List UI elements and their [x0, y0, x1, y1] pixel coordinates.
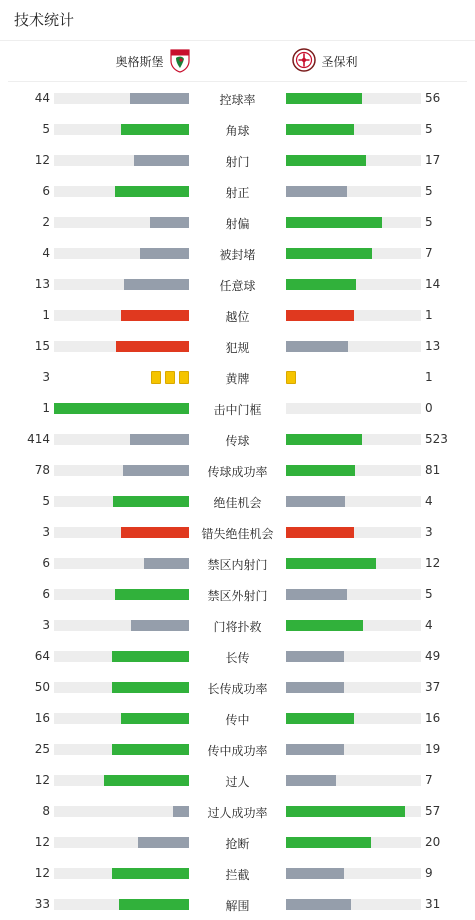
away-value: 49	[425, 649, 441, 663]
home-value: 3	[42, 525, 50, 539]
home-value: 3	[42, 618, 50, 632]
away-bar-track	[286, 713, 421, 724]
away-bar-track	[286, 558, 421, 569]
away-bar-track	[286, 682, 421, 693]
stat-label: 长传	[225, 651, 250, 665]
home-bar-fill	[115, 186, 189, 197]
home-bar-track	[54, 93, 189, 104]
away-value: 17	[425, 153, 441, 167]
away-bar-track	[286, 465, 421, 476]
away-bar-fill	[286, 682, 344, 693]
home-value: 4	[42, 246, 50, 260]
away-bar-track	[286, 341, 421, 352]
away-bar-track	[286, 124, 421, 135]
away-bar-fill	[286, 465, 355, 476]
home-bar-track	[54, 868, 189, 879]
home-bar-track	[54, 775, 189, 786]
yellow-card-icon	[286, 371, 296, 384]
stat-label: 拦截	[225, 868, 250, 882]
home-bar-fill	[173, 806, 189, 817]
away-value: 14	[425, 277, 441, 291]
home-bar-track	[54, 558, 189, 569]
home-bar-fill	[104, 775, 189, 786]
away-bar-fill	[286, 620, 363, 631]
away-value: 37	[425, 680, 441, 694]
away-bar-fill	[286, 527, 354, 538]
stat-label: 过人成功率	[207, 806, 268, 820]
home-bar-track	[54, 248, 189, 259]
home-value: 12	[34, 773, 50, 787]
stat-label: 过人	[225, 775, 250, 789]
away-cards	[286, 371, 296, 384]
away-bar-fill	[286, 341, 348, 352]
stat-label: 门将扑救	[213, 620, 262, 634]
home-bar-fill	[131, 620, 189, 631]
home-bar-fill	[121, 310, 189, 321]
stat-row	[0, 176, 475, 207]
home-value: 414	[27, 432, 50, 446]
away-bar-track	[286, 186, 421, 197]
stat-row	[0, 827, 475, 858]
home-value: 33	[34, 897, 50, 911]
stat-label: 绝佳机会	[213, 496, 262, 510]
home-value: 5	[42, 494, 50, 508]
away-value: 81	[425, 463, 441, 477]
home-bar-track	[54, 465, 189, 476]
home-bar-track	[54, 527, 189, 538]
home-bar-fill	[121, 527, 189, 538]
home-value: 50	[34, 680, 50, 694]
away-value: 523	[425, 432, 448, 446]
home-value: 2	[42, 215, 50, 229]
stat-label: 射门	[225, 155, 250, 169]
stat-row	[0, 300, 475, 331]
home-team-name: 奥格斯堡	[115, 54, 164, 69]
away-bar-track	[286, 651, 421, 662]
home-bar-fill	[54, 403, 189, 414]
away-bar-fill	[286, 124, 354, 135]
away-value: 20	[425, 835, 441, 849]
away-bar-fill	[286, 186, 347, 197]
stat-label: 击中门框	[213, 403, 262, 417]
home-value: 1	[42, 308, 50, 322]
away-bar-track	[286, 806, 421, 817]
away-bar-track	[286, 496, 421, 507]
home-value: 5	[42, 122, 50, 136]
stat-row	[0, 796, 475, 827]
away-bar-track	[286, 527, 421, 538]
st-pauli-crest-icon	[292, 48, 316, 75]
away-value: 57	[425, 804, 441, 818]
home-bar-track	[54, 403, 189, 414]
stat-row	[0, 672, 475, 703]
stat-row	[0, 238, 475, 269]
home-bar-track	[54, 837, 189, 848]
stat-label: 角球	[225, 124, 250, 138]
away-bar-fill	[286, 806, 405, 817]
home-bar-fill	[119, 899, 189, 910]
away-bar-track	[286, 837, 421, 848]
home-bar-track	[54, 682, 189, 693]
away-value: 4	[425, 618, 433, 632]
away-bar-fill	[286, 868, 344, 879]
stat-label: 越位	[225, 310, 250, 324]
stat-row	[0, 858, 475, 889]
home-bar-fill	[140, 248, 189, 259]
away-bar-fill	[286, 279, 356, 290]
home-bar-track	[54, 310, 189, 321]
stat-row	[0, 486, 475, 517]
stat-label: 禁区内射门	[207, 558, 268, 572]
stat-label: 传中成功率	[207, 744, 268, 758]
stat-row	[0, 517, 475, 548]
home-bar-fill	[112, 682, 189, 693]
away-bar-track	[286, 93, 421, 104]
stat-row	[0, 703, 475, 734]
home-bar-fill	[124, 279, 189, 290]
stat-row	[0, 455, 475, 486]
stat-row	[0, 734, 475, 765]
stat-row	[0, 331, 475, 362]
away-team[interactable]	[292, 41, 358, 81]
away-bar-fill	[286, 713, 354, 724]
home-value: 44	[34, 91, 50, 105]
home-value: 6	[42, 587, 50, 601]
stat-row	[0, 548, 475, 579]
home-bar-track	[54, 713, 189, 724]
away-bar-fill	[286, 651, 344, 662]
home-value: 15	[34, 339, 50, 353]
away-value: 5	[425, 184, 433, 198]
home-bar-fill	[112, 651, 189, 662]
away-value: 3	[425, 525, 433, 539]
away-bar-fill	[286, 217, 382, 228]
home-value: 6	[42, 184, 50, 198]
home-bar-fill	[112, 868, 189, 879]
stat-label: 长传成功率	[207, 682, 268, 696]
home-value: 25	[34, 742, 50, 756]
home-value: 12	[34, 835, 50, 849]
away-bar-track	[286, 217, 421, 228]
away-bar-track	[286, 403, 421, 414]
home-value: 6	[42, 556, 50, 570]
away-value: 16	[425, 711, 441, 725]
stat-label: 任意球	[219, 279, 256, 293]
home-bar-track	[54, 744, 189, 755]
away-team-name: 圣保利	[321, 54, 358, 69]
away-bar-fill	[286, 434, 362, 445]
away-bar-fill	[286, 310, 354, 321]
home-value: 8	[42, 804, 50, 818]
away-value: 12	[425, 556, 441, 570]
home-bar-fill	[150, 217, 189, 228]
home-bar-fill	[130, 93, 189, 104]
home-value: 13	[34, 277, 50, 291]
away-bar-track	[286, 899, 421, 910]
stat-label: 传球成功率	[207, 465, 268, 479]
stat-label: 控球率	[219, 93, 256, 107]
home-value: 12	[34, 866, 50, 880]
home-team[interactable]	[115, 41, 189, 81]
away-value: 1	[425, 308, 433, 322]
home-bar-track	[54, 589, 189, 600]
away-value: 5	[425, 215, 433, 229]
home-value: 1	[42, 401, 50, 415]
home-value: 78	[34, 463, 50, 477]
away-bar-fill	[286, 155, 366, 166]
away-value: 9	[425, 866, 433, 880]
away-bar-track	[286, 279, 421, 290]
away-bar-fill	[286, 775, 336, 786]
yellow-card-icon	[151, 371, 161, 384]
away-value: 56	[425, 91, 441, 105]
home-bar-track	[54, 155, 189, 166]
stat-row	[0, 393, 475, 424]
stat-row	[0, 207, 475, 238]
stat-label: 解围	[225, 899, 250, 913]
stat-row	[0, 145, 475, 176]
home-bar-track	[54, 279, 189, 290]
away-value: 13	[425, 339, 441, 353]
away-bar-fill	[286, 589, 347, 600]
home-bar-track	[54, 806, 189, 817]
away-value: 1	[425, 370, 433, 384]
away-bar-track	[286, 589, 421, 600]
home-bar-track	[54, 217, 189, 228]
home-bar-fill	[116, 341, 189, 352]
teams-header	[8, 41, 467, 82]
away-bar-fill	[286, 837, 371, 848]
away-bar-fill	[286, 899, 351, 910]
home-bar-fill	[115, 589, 189, 600]
home-bar-fill	[121, 713, 189, 724]
home-value: 3	[42, 370, 50, 384]
away-bar-track	[286, 744, 421, 755]
home-cards	[151, 371, 189, 384]
home-bar-track	[54, 341, 189, 352]
stat-row	[0, 610, 475, 641]
stat-row	[0, 362, 475, 393]
stat-label: 传中	[225, 713, 250, 727]
away-value: 4	[425, 494, 433, 508]
away-bar-track	[286, 434, 421, 445]
home-bar-track	[54, 651, 189, 662]
away-bar-track	[286, 620, 421, 631]
stat-label: 射正	[225, 186, 250, 200]
away-bar-track	[286, 155, 421, 166]
stat-label: 传球	[225, 434, 250, 448]
home-value: 64	[34, 649, 50, 663]
stat-row	[0, 83, 475, 114]
stat-label: 禁区外射门	[207, 589, 268, 603]
stat-row	[0, 114, 475, 145]
home-bar-fill	[123, 465, 189, 476]
away-value: 7	[425, 246, 433, 260]
home-value: 12	[34, 153, 50, 167]
away-bar-track	[286, 868, 421, 879]
stat-label: 抢断	[225, 837, 250, 851]
away-value: 5	[425, 587, 433, 601]
page-title: 技术统计	[0, 0, 475, 41]
home-bar-fill	[134, 155, 189, 166]
home-bar-track	[54, 124, 189, 135]
away-bar-track	[286, 775, 421, 786]
augsburg-crest-icon	[170, 47, 190, 76]
away-bar-fill	[286, 248, 372, 259]
away-value: 7	[425, 773, 433, 787]
home-bar-track	[54, 186, 189, 197]
stat-label: 射偏	[225, 217, 250, 231]
home-bar-fill	[121, 124, 189, 135]
stat-row	[0, 641, 475, 672]
home-bar-fill	[112, 744, 189, 755]
stat-row	[0, 889, 475, 920]
away-bar-track	[286, 248, 421, 259]
away-bar-fill	[286, 496, 345, 507]
yellow-card-icon	[179, 371, 189, 384]
away-value: 5	[425, 122, 433, 136]
away-bar-fill	[286, 744, 344, 755]
home-bar-track	[54, 434, 189, 445]
stat-row	[0, 424, 475, 455]
away-bar-fill	[286, 93, 362, 104]
home-bar-fill	[113, 496, 189, 507]
stat-row	[0, 579, 475, 610]
away-value: 31	[425, 897, 441, 911]
stat-row	[0, 765, 475, 796]
home-bar-track	[54, 496, 189, 507]
stat-label: 错失绝佳机会	[201, 527, 274, 541]
home-bar-track	[54, 899, 189, 910]
stat-label: 被封堵	[219, 248, 256, 262]
away-value: 19	[425, 742, 441, 756]
away-value: 0	[425, 401, 433, 415]
away-bar-track	[286, 310, 421, 321]
home-bar-track	[54, 620, 189, 631]
stat-label: 犯规	[225, 341, 250, 355]
home-value: 16	[34, 711, 50, 725]
yellow-card-icon	[165, 371, 175, 384]
home-bar-fill	[138, 837, 189, 848]
stat-row	[0, 269, 475, 300]
stat-label: 黄牌	[225, 372, 250, 386]
home-bar-fill	[144, 558, 189, 569]
away-bar-fill	[286, 558, 376, 569]
home-bar-fill	[130, 434, 189, 445]
